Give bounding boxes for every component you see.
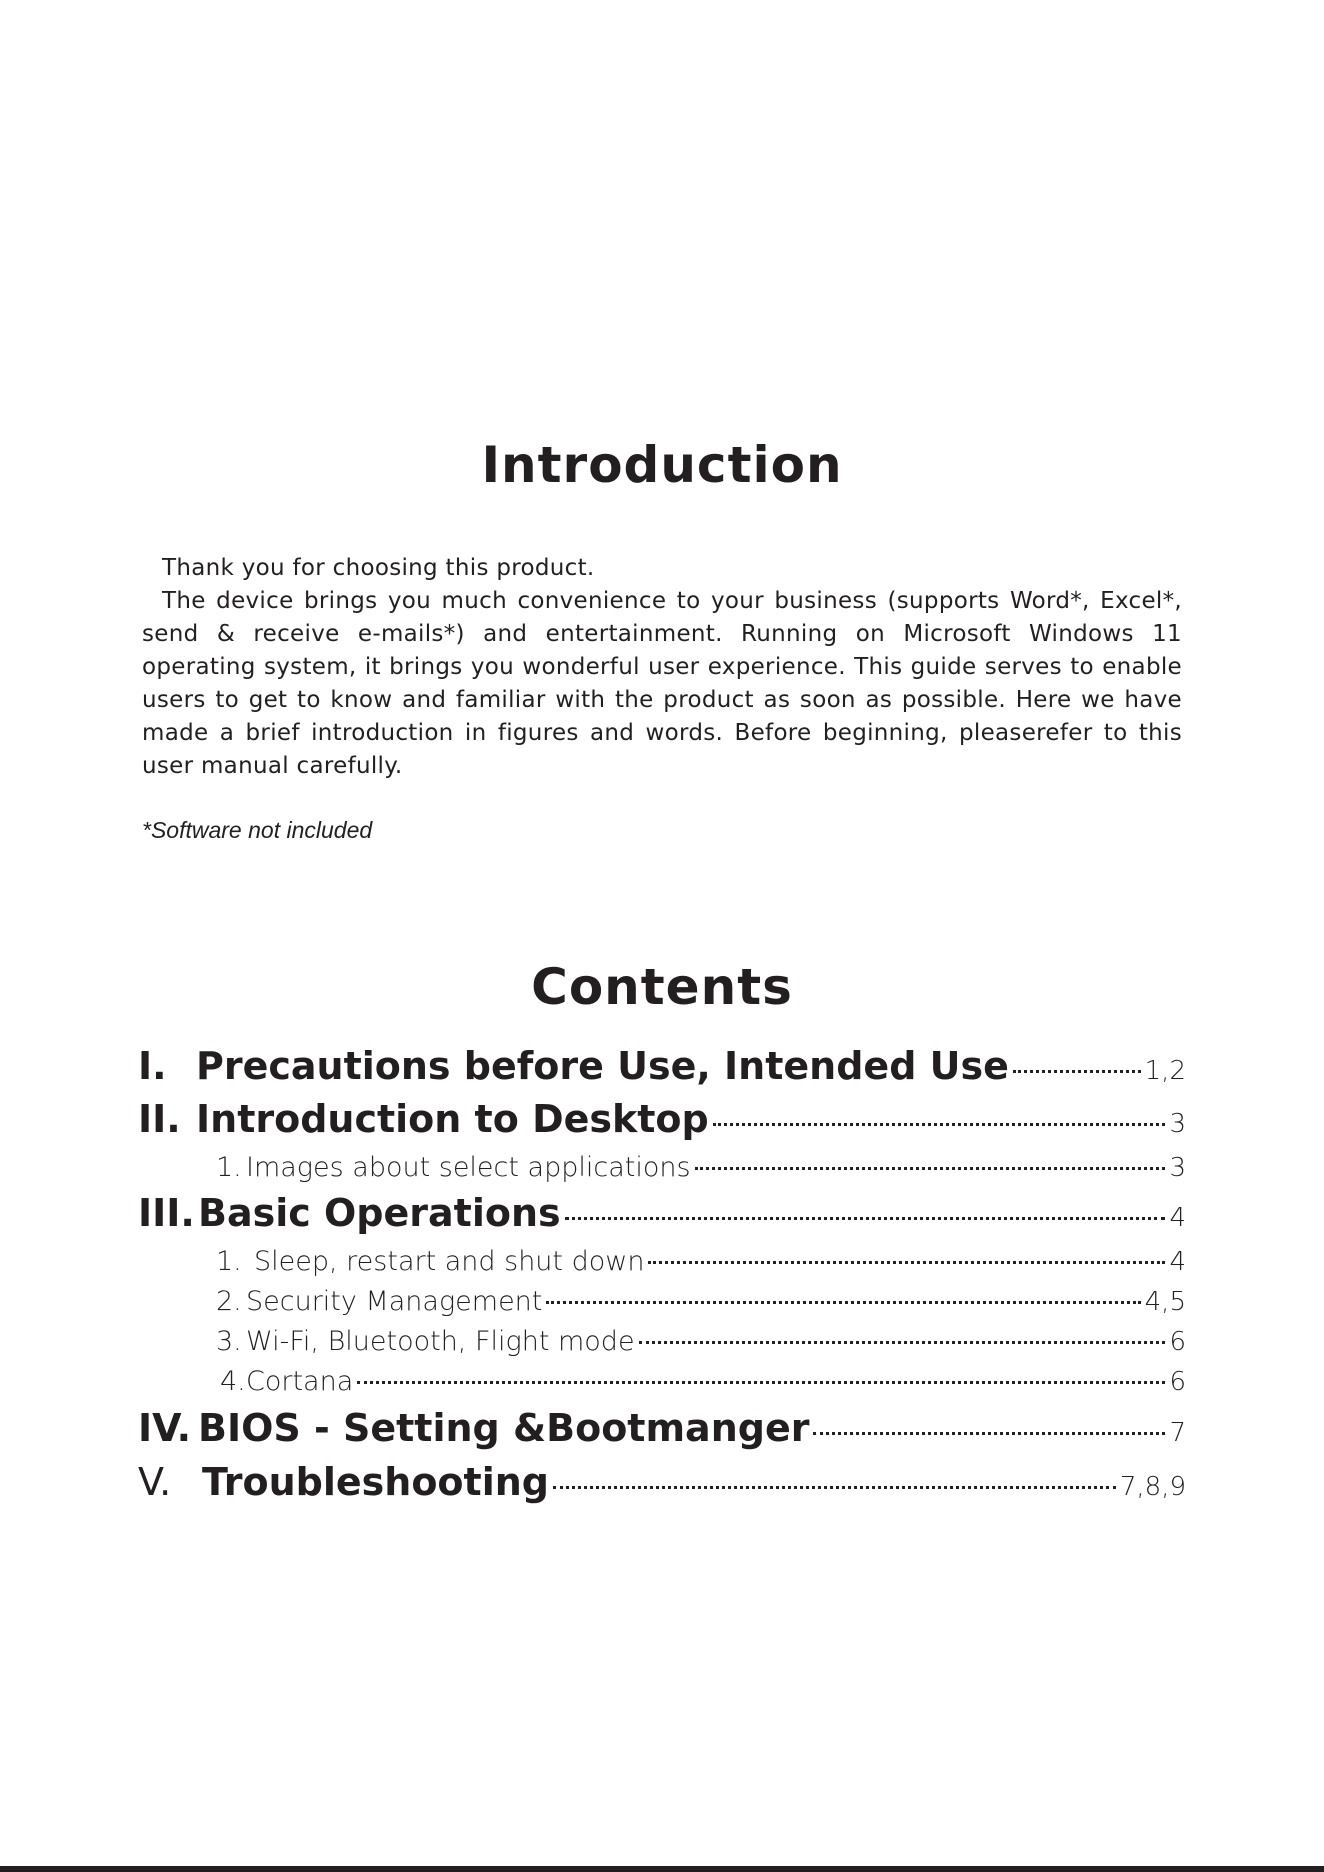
toc-leader-dots	[813, 1432, 1165, 1435]
toc-leader-dots	[553, 1486, 1116, 1489]
toc-subentry[interactable]	[138, 1286, 1186, 1317]
toc-leader-dots	[713, 1123, 1166, 1126]
toc-entry-label: Wi-Fi, Bluetooth, Flight mode	[246, 1326, 635, 1357]
toc-subentry[interactable]	[138, 1366, 1186, 1397]
toc-entry-page: 7,8,9	[1119, 1472, 1186, 1502]
toc-leader-dots	[357, 1381, 1165, 1384]
software-note: *Software not included	[142, 817, 373, 843]
toc-entry[interactable]	[138, 1406, 1186, 1450]
toc-entry-label: BIOS - Setting &Bootmanger	[198, 1406, 810, 1450]
toc-entry-page: 4	[1169, 1203, 1186, 1233]
toc-entry-label: Sleep, restart and shut down	[254, 1246, 645, 1277]
toc-leader-dots	[639, 1341, 1166, 1344]
page-bottom-border	[0, 1866, 1324, 1872]
toc-leader-dots	[546, 1301, 1140, 1304]
intro-paragraph: The device brings you much convenience to your business (supports Word*, Excel*, send & receive e-mails*) and entertainment. Running on Microsoft Windows 11 operating system, it brings you wonderful user experience. This guide serves to enable users to get to know and familiar with the product as soon as possible. Here we have made a brief introduction in figures and words. Before beginning, pleaserefer to this user manual carefully.	[142, 588, 1182, 779]
toc-subentry[interactable]	[138, 1152, 1186, 1183]
toc-entry-number: III.	[138, 1191, 195, 1235]
toc-entry-page: 1,2	[1144, 1056, 1186, 1086]
toc-entry-number: 4.	[220, 1366, 246, 1397]
toc-entry-number: IV.	[138, 1406, 192, 1450]
toc-entry[interactable]	[138, 1097, 1186, 1141]
toc-leader-dots	[565, 1217, 1166, 1220]
toc-entry-page: 7	[1169, 1418, 1186, 1448]
toc-subentry[interactable]	[138, 1326, 1186, 1357]
intro-body	[142, 552, 1182, 783]
toc-entry[interactable]	[138, 1460, 1186, 1504]
toc-entry-label: Troubleshooting	[202, 1460, 549, 1504]
toc-entry-page: 6	[1169, 1367, 1186, 1397]
toc-entry-label: Precautions before Use, Intended Use	[196, 1044, 1009, 1088]
toc-entry-number: I.	[138, 1044, 167, 1088]
toc-entry-label: Security Management	[246, 1286, 543, 1317]
toc-entry-page: 6	[1169, 1327, 1186, 1357]
toc-subentry[interactable]	[138, 1246, 1186, 1277]
toc-entry[interactable]	[138, 1191, 1186, 1235]
toc-entry-label: Basic Operations	[198, 1191, 561, 1235]
contents-title: Contents	[531, 958, 793, 1016]
toc-entry-number: V.	[138, 1460, 172, 1504]
toc-leader-dots	[648, 1261, 1165, 1264]
toc-entry-number: 2.	[216, 1286, 242, 1317]
toc-entry-number: 1.	[216, 1246, 242, 1277]
toc-entry-page: 4,5	[1144, 1287, 1186, 1317]
toc-entry-label: Cortana	[246, 1366, 354, 1397]
toc-entry[interactable]	[138, 1044, 1186, 1088]
toc-entry-number: 3.	[216, 1326, 242, 1357]
intro-paragraph: Thank you for choosing this product.	[162, 555, 595, 581]
toc-leader-dots	[1013, 1070, 1141, 1073]
toc-entry-page: 3	[1169, 1153, 1186, 1183]
toc-entry-number: II.	[138, 1097, 181, 1141]
toc-leader-dots	[695, 1167, 1166, 1170]
toc-entry-page: 4	[1169, 1247, 1186, 1277]
toc-entry-label: Introduction to Desktop	[196, 1097, 709, 1141]
intro-title: Introduction	[481, 436, 843, 494]
toc-entry-label: Images about select applications	[246, 1152, 691, 1183]
toc-entry-page: 3	[1169, 1109, 1186, 1139]
toc-entry-number: 1.	[216, 1152, 242, 1183]
